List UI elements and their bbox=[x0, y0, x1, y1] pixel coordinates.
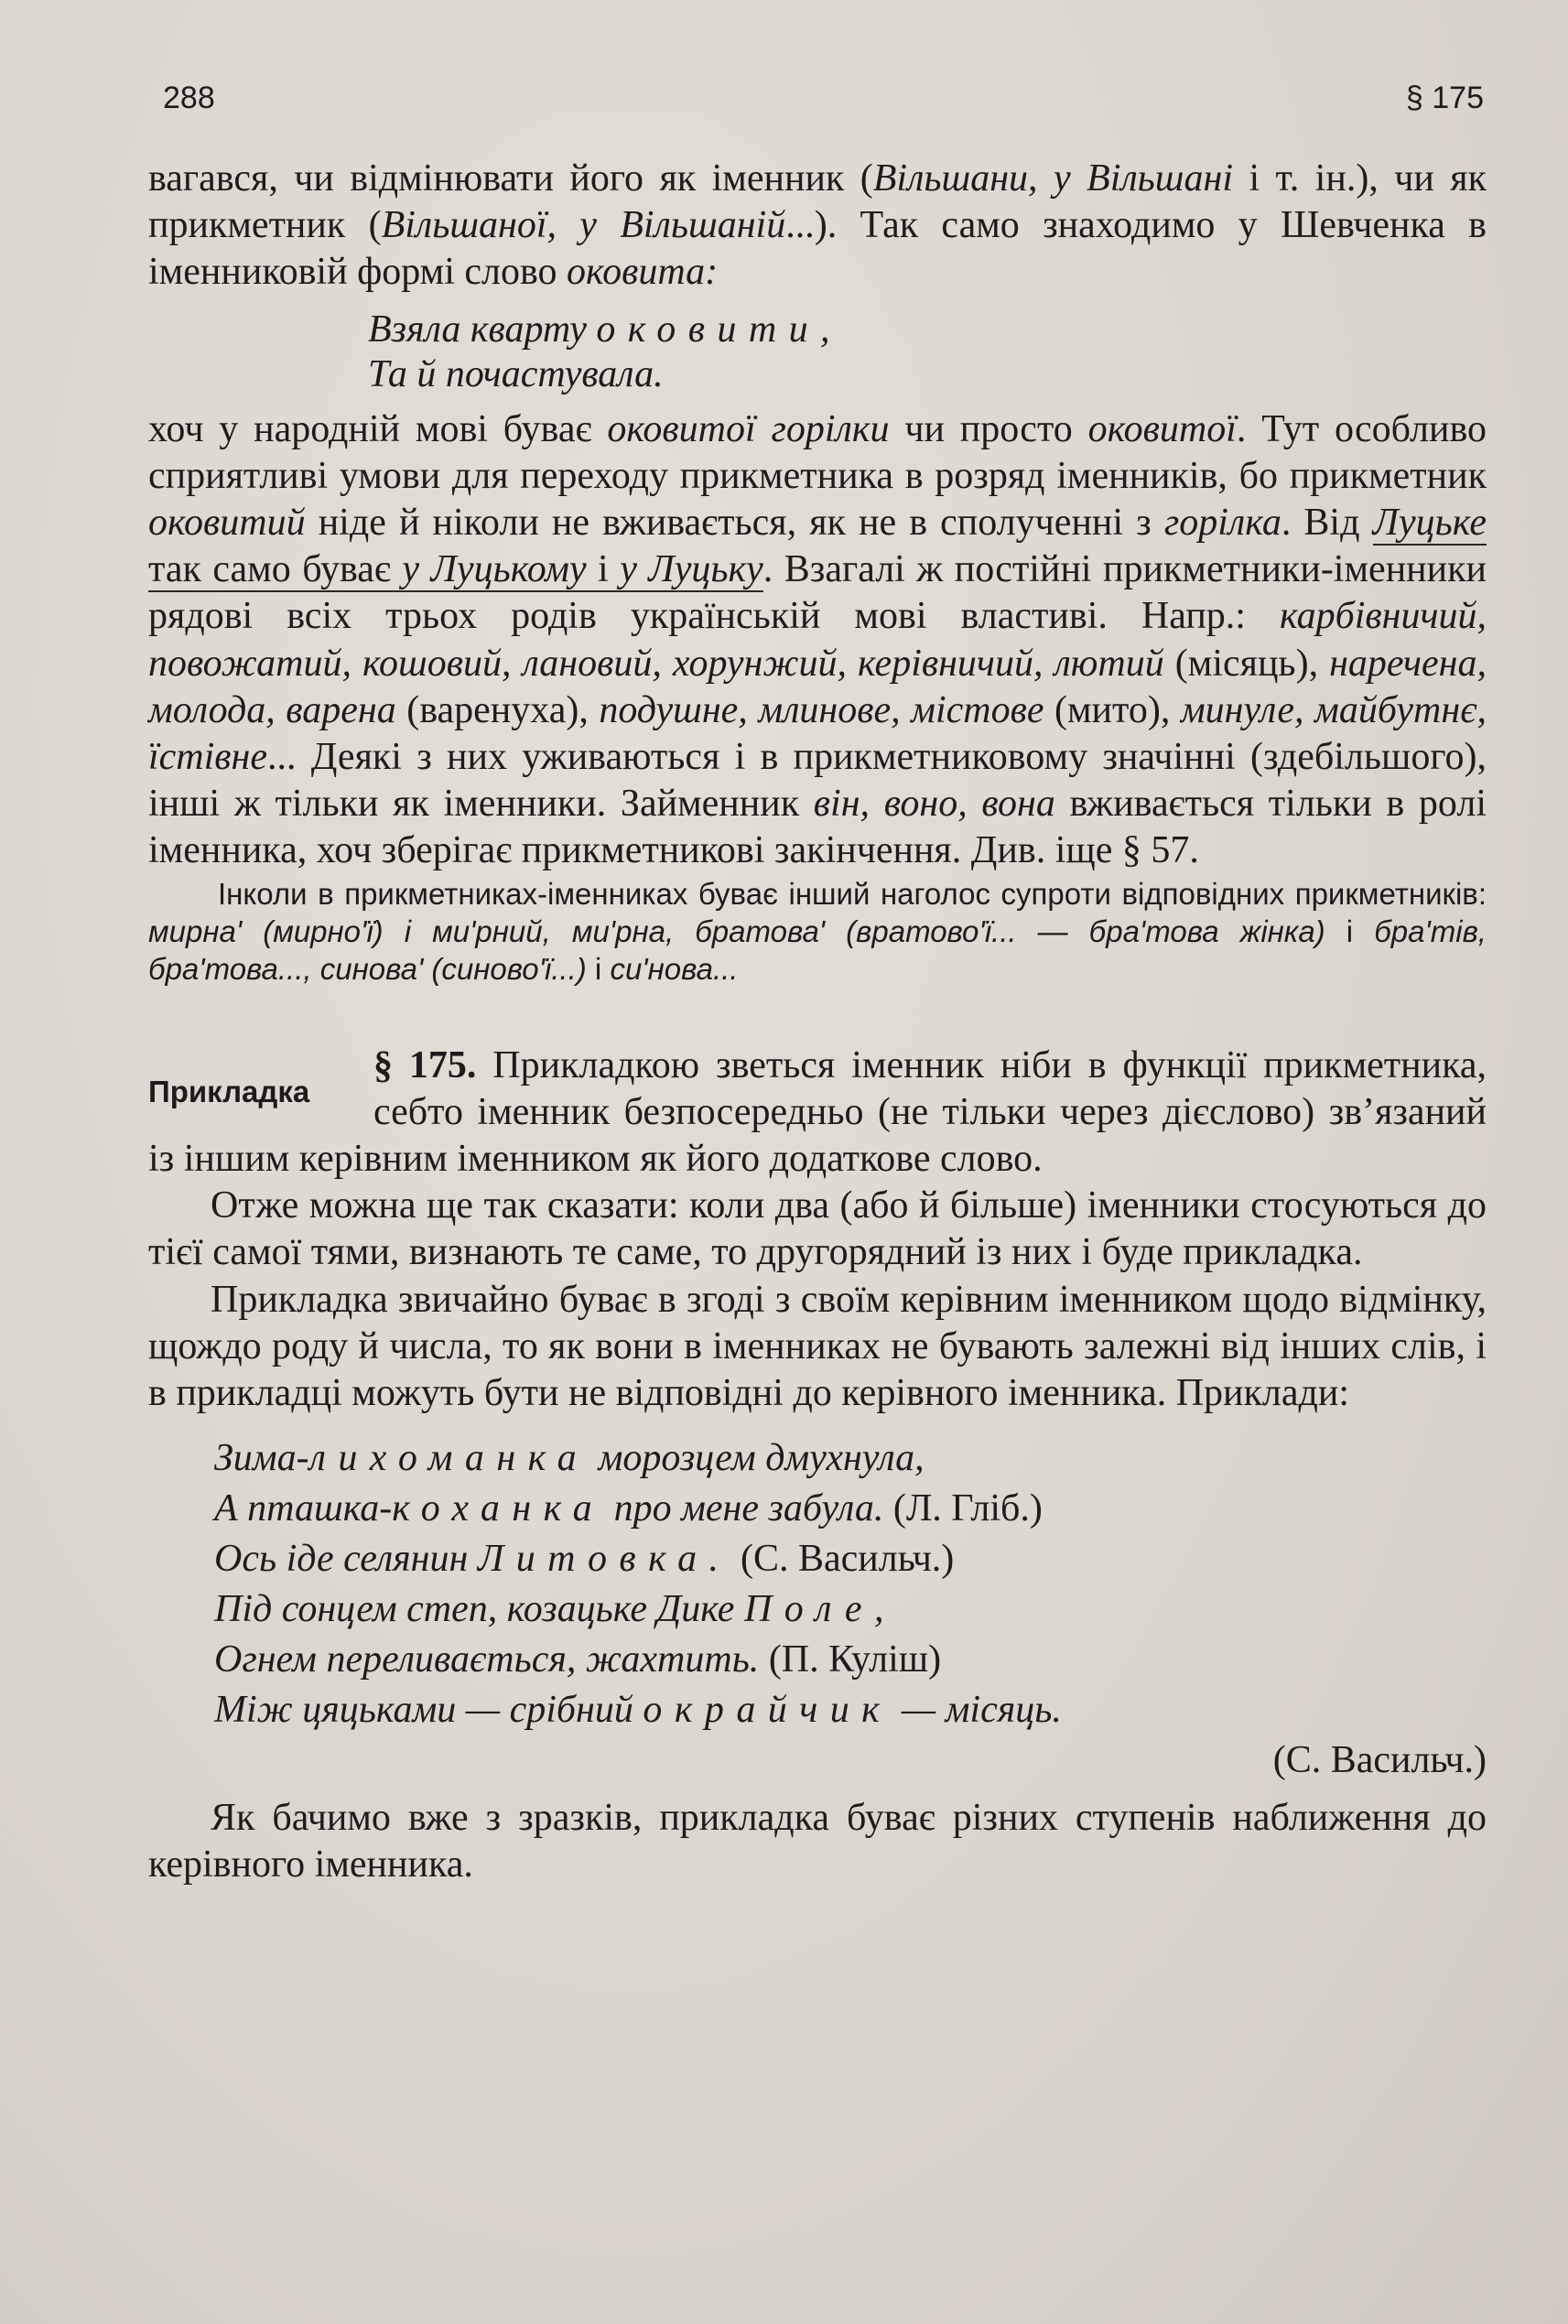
side-heading: Прикладка bbox=[148, 1074, 310, 1108]
example-line: Під сонцем степ, козацьке Дике Поле, bbox=[214, 1588, 896, 1631]
example-line: Зима-лихоманка морозцем дмухнула, bbox=[214, 1437, 925, 1480]
running-section-header: § 175 bbox=[1405, 81, 1484, 115]
verse-line: Та й почастувала. bbox=[368, 352, 664, 395]
page-body bbox=[148, 156, 1487, 1889]
verse-quote bbox=[368, 308, 1487, 397]
emphasis: Вільшани, у Вільшані bbox=[872, 157, 1234, 200]
final-paragraph: Як бачимо вже з зразків, прикладка буває різних ступенів наближення до керівного іменника. bbox=[148, 1797, 1487, 1886]
small-print-note: Інколи в прикметниках-іменниках буває інший наголос супроти відповідних прикметників: мирна' (мирно'ї) і ми'рний, ми'рна, братова' (вратово'ї... — бра'това жінка) і бра'тів, бра'това..., синова' (синово'ї...) і си'нова... bbox=[148, 876, 1487, 986]
text: і т. ін.), чи як прикметник ( bbox=[148, 157, 1487, 247]
paragraph-2: хоч у народній мові буває оковитої горілки чи просто оковитої. Тут особливо сприятливі умови для переходу прикметника в розряд іменників, бо прикметник оковитий ніде й ніколи не вживається, як не в сполученні з горілка. Від Луцьке так само буває у Луцькому і у Луцьку. Взагалі ж постійні прикметники-іменники рядові всіх трьох родів українській мові властиві. Напр.: карбівничий, повожатий, кошовий, лановий, хорунжий, керівничий, лютий (місяць), наречена, молода, варена (варенуха), подушне, млинове, містове (мито), минуле, майбутнє, їстівне... Деякі з них уживаються і в прикметниковому значінні (здебільшого), інші ж тільки як іменники. Займенник він, воно, вона вживається тільки в ролі іменника, хоч зберігає прикметникові закінчення. Див. іще § 57. bbox=[148, 407, 1487, 872]
example-line: Огнем переливається, жахтить. (П. Куліш) bbox=[214, 1638, 942, 1681]
text: вагався, чи відмінювати його як іменник ( bbox=[148, 157, 873, 200]
emphasis: оковита: bbox=[567, 251, 719, 294]
example-line: Ось іде селянин Литовка. (С. Васильч.) bbox=[214, 1538, 955, 1581]
section-paragraph-2: Отже можна ще так сказати: коли два (або й більше) іменники стосуються до тієї самої тями, визнають те саме, то другорядний із них і буде прикладка. bbox=[148, 1184, 1487, 1274]
text: ...). Так само знаходимо у Шевченка в іменниковій формі слово bbox=[148, 204, 1487, 294]
section-175 bbox=[148, 1043, 1487, 1418]
example-line: А пташка-коханка про мене забула. (Л. Гліб.) bbox=[214, 1487, 1043, 1530]
underlined-text: Луцьке так само буває у Луцькому і у Луцьку bbox=[148, 502, 1487, 591]
section-paragraph-1: § 175. Прикладкою зветься іменник ніби в функції прикметника, себто іменник безпосередньо (не тільки через дієслово) зв’язаний із іншим керівним іменником як його додаткове слово. bbox=[148, 1043, 1487, 1181]
emphasis: Вільшаної, у Вільшаній bbox=[381, 204, 786, 247]
section-paragraph-3: Прикладка звичайно буває в згоді з своїм керівним іменником щодо відмінку, щождо роду й числа, то як вони в іменниках не бувають залежні від інших слів, і в прикладці можуть бути не відповідні до керівного іменника. Приклади: bbox=[148, 1278, 1487, 1415]
verse-line: Взяла кварту оковити, bbox=[368, 308, 842, 351]
page-number: 288 bbox=[163, 81, 215, 115]
paragraph-1 bbox=[148, 156, 1487, 297]
section-number: § 175. bbox=[373, 1043, 477, 1086]
example-line: Між цяцьками — срібний окрайчик — місяць. bbox=[214, 1689, 1062, 1732]
example-source: (С. Васильч.) bbox=[1272, 1739, 1487, 1782]
examples-verse bbox=[214, 1433, 1487, 1786]
